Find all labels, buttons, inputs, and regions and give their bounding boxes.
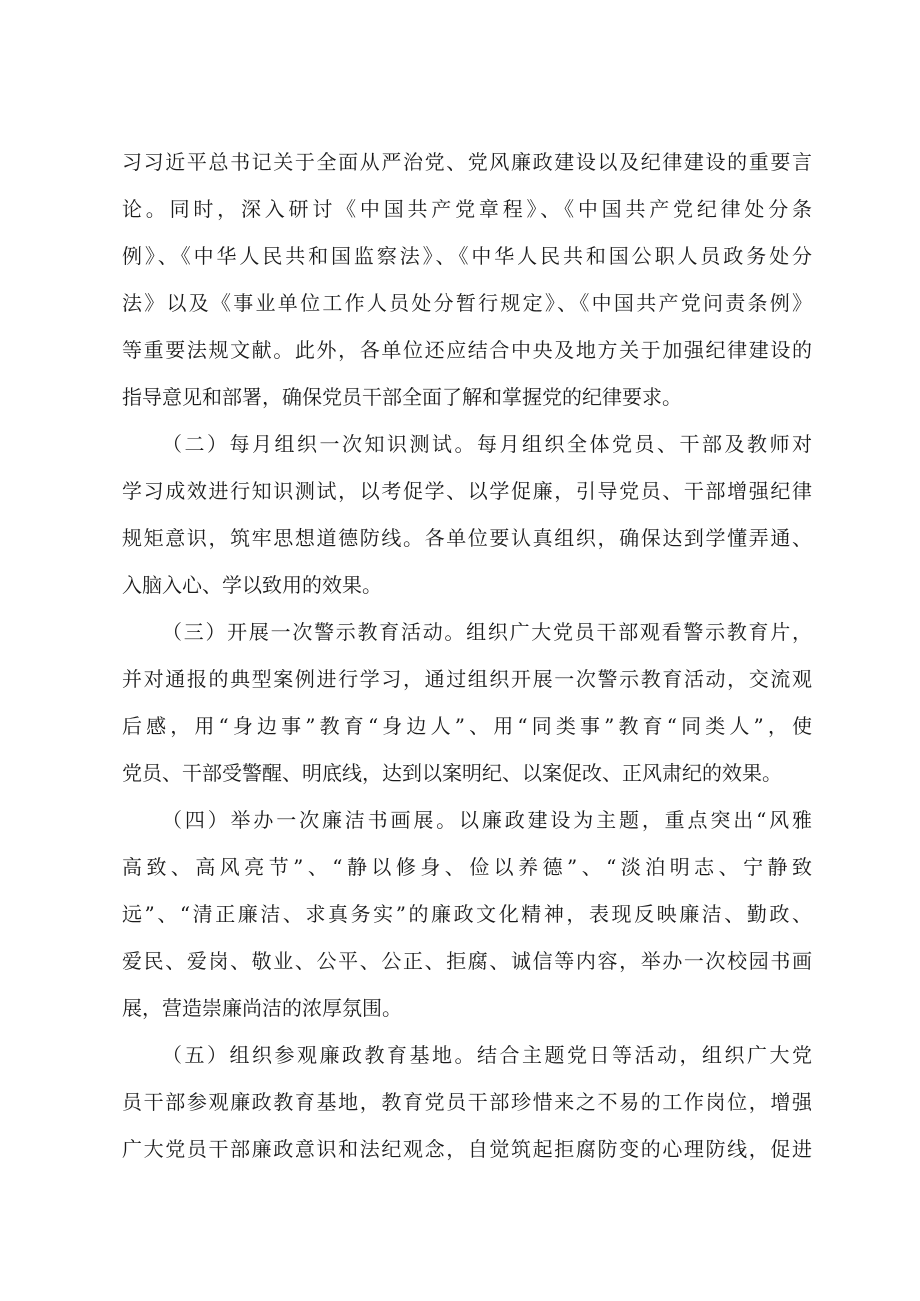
text-line: 广大党员干部廉政意识和法纪观念，自觉筑起拒腐防变的心理防线，促进 bbox=[122, 1137, 812, 1161]
document-body bbox=[122, 139, 812, 1173]
text-line: 入脑入心、学以致用的效果。 bbox=[122, 573, 382, 597]
text-line: 习习近平总书记关于全面从严治党、党风廉政建设以及纪律建设的重要言 bbox=[122, 150, 812, 174]
paragraph-warning-education bbox=[122, 609, 812, 797]
text-line: 展，营造崇廉尚洁的浓厚氛围。 bbox=[122, 996, 402, 1020]
text-line: （三）开展一次警示教育活动。组织广大党员干部观看警示教育片， bbox=[162, 620, 812, 644]
text-line: 党员、干部受警醒、明底线，达到以案明纪、以案促改、正风肃纪的效果。 bbox=[122, 761, 782, 785]
text-line: （四）举办一次廉洁书画展。以廉政建设为主题，重点突出“风雅 bbox=[162, 808, 812, 832]
text-line: （五）组织参观廉政教育基地。结合主题党日等活动，组织广大党 bbox=[162, 1043, 812, 1067]
paragraph-education-base-visit bbox=[122, 1032, 812, 1173]
text-line: 爱民、爱岗、敬业、公平、公正、拒腐、诚信等内容，举办一次校园书画 bbox=[122, 949, 812, 973]
text-line: 指导意见和部署，确保党员干部全面了解和掌握党的纪律要求。 bbox=[122, 385, 682, 409]
text-line: 高致、高风亮节”、“静以修身、俭以养德”、“淡泊明志、宁静致 bbox=[122, 855, 812, 879]
text-line: 等重要法规文献。此外，各单位还应结合中央及地方关于加强纪律建设的 bbox=[122, 338, 812, 362]
paragraph-study-content bbox=[122, 139, 812, 421]
text-line: 法》以及《事业单位工作人员处分暂行规定》、《中国共产党问责条例》 bbox=[122, 291, 812, 315]
text-line: 并对通报的典型案例进行学习，通过组织开展一次警示教育活动，交流观 bbox=[122, 667, 812, 691]
text-line: （二）每月组织一次知识测试。每月组织全体党员、干部及教师对 bbox=[162, 432, 812, 456]
text-line: 后感，用“身边事”教育“身边人”、用“同类事”教育“同类人”，使 bbox=[122, 714, 812, 738]
text-line: 规矩意识，筑牢思想道德防线。各单位要认真组织，确保达到学懂弄通、 bbox=[122, 526, 812, 550]
text-line: 远”、“清正廉洁、求真务实”的廉政文化精神，表现反映廉洁、勤政、 bbox=[122, 902, 812, 926]
text-line: 例》、《中华人民共和国监察法》、《中华人民共和国公职人员政务处分 bbox=[122, 244, 812, 268]
text-line: 学习成效进行知识测试，以考促学、以学促廉，引导党员、干部增强纪律 bbox=[122, 479, 812, 503]
text-line: 员干部参观廉政教育基地，教育党员干部珍惜来之不易的工作岗位，增强 bbox=[122, 1090, 812, 1114]
text-line: 论。同时，深入研讨《中国共产党章程》、《中国共产党纪律处分条 bbox=[122, 197, 812, 221]
paragraph-monthly-test bbox=[122, 421, 812, 609]
paragraph-calligraphy-exhibition bbox=[122, 797, 812, 1032]
